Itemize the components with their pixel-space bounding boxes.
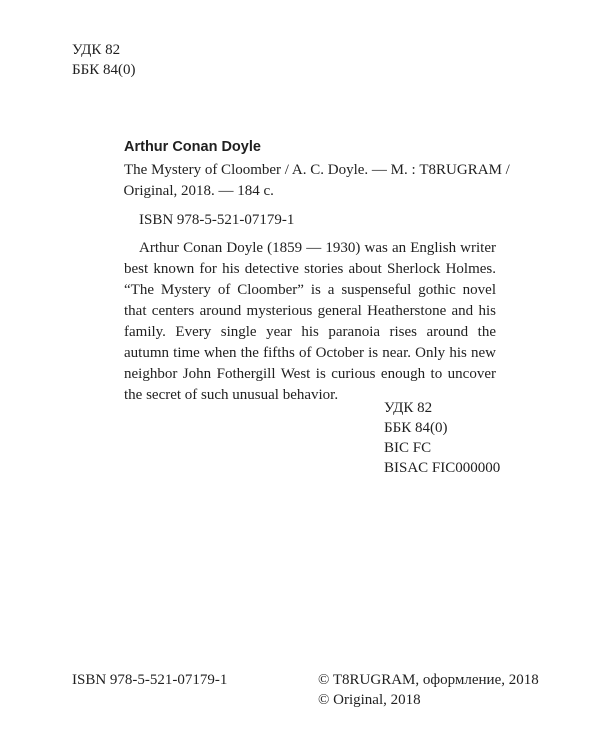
biblio-publisher-line: Original, 2018. — 184 с.: [123, 183, 274, 199]
udk-code-secondary: УДК 82: [384, 400, 433, 416]
isbn-record: ISBN 978-5-521-07179-1: [139, 212, 295, 228]
isbn-footer: ISBN 978-5-521-07179-1: [72, 672, 228, 688]
copyright-design: © T8RUGRAM, оформление, 2018: [318, 672, 539, 688]
bbk-code: ББК 84(0): [72, 62, 136, 78]
header-codes: [72, 40, 135, 80]
annotation-paragraph: Arthur Conan Doyle (1859 — 1930) was an English writer best known for his detective stories about Sherlock Holmes. “The Mystery of Cloomber” is a suspenseful gothic novel that centers around mysterious general Heatherstone and his family. Every single year his paranoia rises around the autumn time when the fifths of October is near. Only his new neighbor John Fothergill West is curious enough to uncover the secret of such unusual behavior.: [124, 240, 496, 403]
copyright-original: © Original, 2018: [318, 692, 421, 708]
udk-code: УДК 82: [72, 42, 121, 58]
bbk-code-secondary: ББК 84(0): [384, 420, 448, 436]
bibliographic-description: [123, 160, 510, 202]
copyright-block: [318, 670, 539, 710]
author-name: Arthur Conan Doyle: [124, 139, 261, 155]
bic-code: BIC FC: [384, 440, 432, 456]
bisac-code: BISAC FIC000000: [384, 460, 501, 476]
biblio-title-line: The Mystery of Cloomber / A. C. Doyle. — М. : T8RUGRAM /: [124, 162, 510, 178]
classification-codes: [384, 398, 500, 478]
